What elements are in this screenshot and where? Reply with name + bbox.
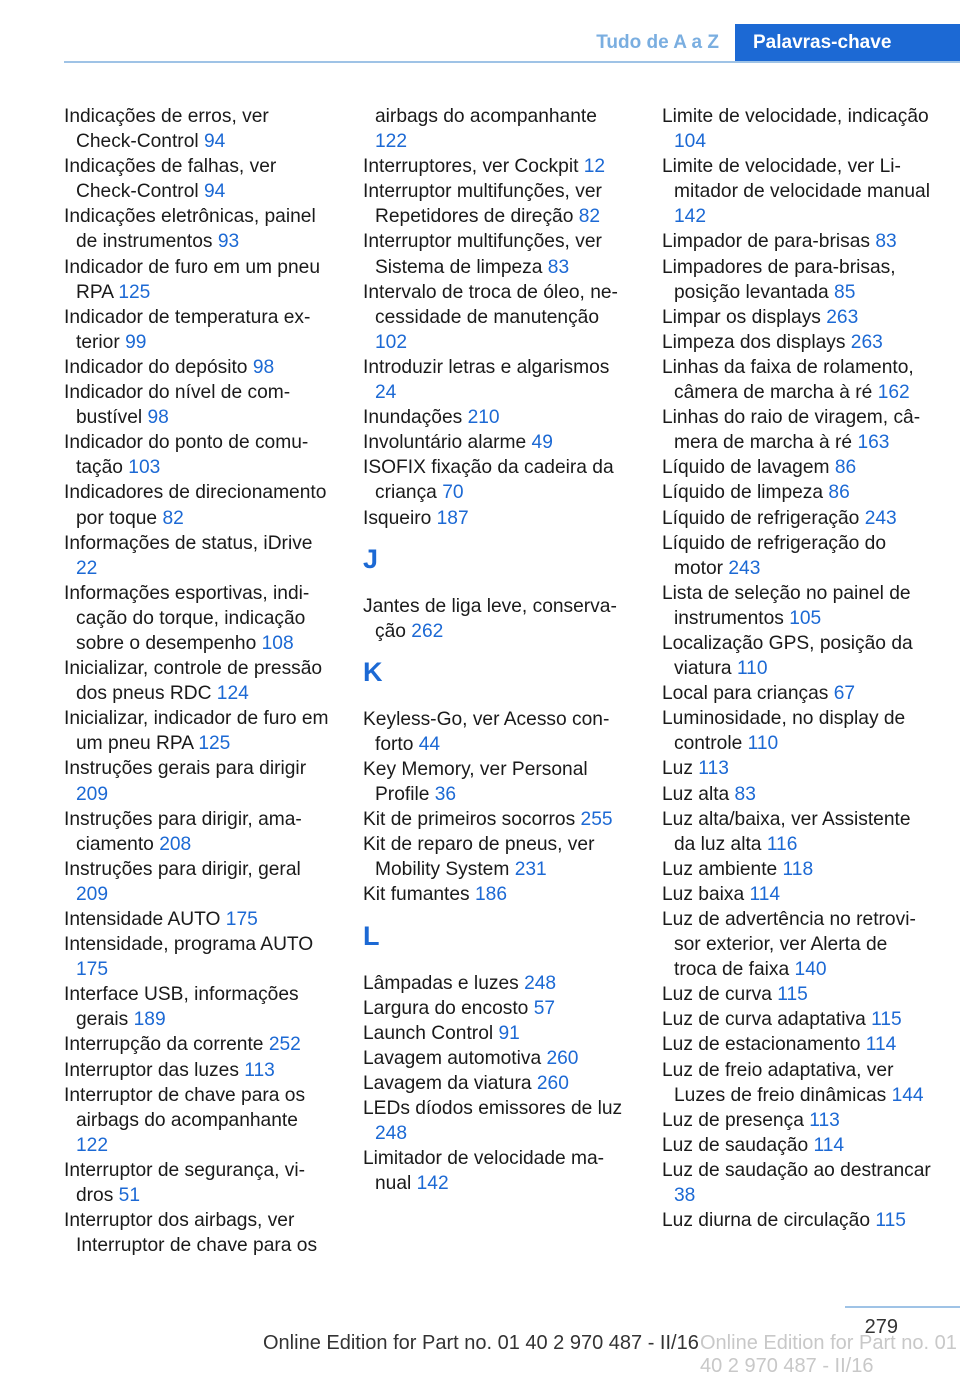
index-entry: [662, 355, 932, 405]
page-link[interactable]: 82: [578, 206, 601, 228]
entry-term: Luz ambiente: [662, 858, 778, 880]
entry-term: Líquido de refrigeração do motor: [662, 532, 887, 579]
entry-term: Limitador de velocidade manual: [363, 1148, 605, 1195]
index-entry: [363, 1021, 633, 1046]
index-entry: [662, 531, 932, 581]
page-link[interactable]: 105: [789, 607, 822, 629]
entry-term: Inicializar, indicador de furo em um pneu RPA: [64, 708, 329, 755]
index-entry: [662, 756, 932, 781]
page-link[interactable]: 98: [252, 356, 275, 378]
page-link[interactable]: 85: [834, 281, 856, 303]
page-link[interactable]: 113: [698, 758, 729, 780]
letter-heading-k: K: [363, 656, 383, 687]
index-entry: [64, 706, 334, 756]
index-entry: [363, 154, 633, 179]
index-entry: [64, 531, 334, 581]
page-link[interactable]: 118: [782, 858, 814, 880]
index-entry: [662, 480, 932, 505]
index-entry: [363, 882, 633, 907]
page-link[interactable]: 255: [580, 809, 613, 831]
entry-term: Indicador do nível de combustível: [64, 382, 291, 429]
page-link[interactable]: 163: [857, 432, 890, 454]
entry-term: Indicações de erros, ver Check-Control: [64, 106, 269, 153]
entry-term: Luz de advertência no retrovisor exterior, ver Alerta de troca de faixa: [662, 909, 916, 981]
edition-footer: Online Edition for Part no. 01 40 2 970 487 - II/16: [263, 1332, 699, 1354]
index-entry: [64, 932, 334, 982]
page-link[interactable]: 114: [749, 883, 781, 905]
entry-term: Lavagem automotiva: [363, 1047, 542, 1069]
page-link[interactable]: 44: [418, 733, 441, 755]
page-link[interactable]: 110: [747, 733, 779, 755]
page-link[interactable]: 187: [436, 507, 469, 529]
entry-term: Involuntário alarme: [363, 432, 527, 454]
page-link[interactable]: 208: [159, 833, 192, 855]
page-link[interactable]: 94: [203, 131, 226, 153]
index-entry: [363, 971, 633, 996]
index-entry: [363, 1046, 633, 1071]
index-entry: [662, 305, 932, 330]
page-link[interactable]: 260: [546, 1047, 579, 1069]
page-link[interactable]: 83: [734, 783, 756, 805]
entry-term: Limite de velocidade, indicação: [662, 106, 929, 127]
index-entry: [662, 982, 932, 1007]
entry-term: Limpadores de para-brisas, posição levantada: [662, 256, 896, 303]
entry-term: Launch Control: [363, 1022, 494, 1044]
page-link[interactable]: 175: [76, 959, 109, 981]
page-link[interactable]: 103: [128, 457, 161, 479]
entry-term: Linhas da faixa de rolamento, câmera de marcha à ré: [662, 356, 914, 404]
entry-term: Intervalo de troca de óleo, necessidade de manutenção: [363, 281, 618, 328]
page-link[interactable]: 186: [475, 884, 508, 906]
page-link[interactable]: 252: [268, 1034, 301, 1056]
index-entry: [64, 656, 334, 706]
entry-term: Luz baixa: [662, 883, 745, 905]
index-entry: [662, 1032, 932, 1057]
entry-term: Líquido de lavagem: [662, 457, 830, 479]
index-column-3: [662, 104, 932, 1233]
entry-term: Instruções gerais para dirigir: [64, 758, 307, 780]
entry-term: Localização GPS, posição da viatura: [662, 632, 913, 680]
index-entry: [363, 355, 633, 405]
page-link[interactable]: 144: [891, 1084, 924, 1106]
page-link[interactable]: 102: [375, 331, 408, 353]
index-entry: [662, 1108, 932, 1133]
index-entry: [64, 104, 334, 154]
keywords-tab[interactable]: Palavras-chave: [735, 24, 960, 62]
page-link[interactable]: 57: [533, 997, 556, 1019]
entry-term: Largura do encosto: [363, 997, 529, 1019]
index-entry: [64, 430, 334, 480]
index-entry: [363, 1096, 633, 1146]
page-link[interactable]: 38: [674, 1185, 696, 1207]
page-link[interactable]: 122: [375, 131, 408, 153]
entry-term: Introduzir letras e algarismos: [363, 356, 610, 378]
entry-term: Luz: [662, 758, 693, 780]
index-entry: [662, 1007, 932, 1032]
index-entry: [662, 907, 932, 982]
page-link[interactable]: 231: [514, 859, 547, 881]
page-link[interactable]: 36: [434, 784, 457, 806]
page-link[interactable]: 22: [76, 557, 98, 579]
entry-term: Líquido de limpeza: [662, 482, 824, 504]
entry-term: Lâmpadas e luzes: [363, 972, 519, 994]
page-link[interactable]: 125: [118, 281, 151, 303]
index-entry: [64, 907, 334, 932]
page-link[interactable]: 104: [674, 131, 707, 153]
index-entry: [64, 305, 334, 355]
entry-term: Interruptores, ver Cockpit: [363, 156, 579, 178]
entry-term: Limpeza dos displays: [662, 331, 846, 353]
index-entry: [363, 1146, 633, 1196]
index-entry: [64, 857, 334, 907]
page-link[interactable]: 113: [809, 1109, 840, 1131]
entry-term: Instruções para dirigir, geral: [64, 858, 301, 880]
index-entry: [363, 1071, 633, 1096]
index-entry: [64, 1083, 334, 1158]
index-entry: [363, 594, 633, 644]
entry-term: Interruptor multifunções, ver Sistema de limpeza: [363, 231, 602, 278]
entry-term: Intensidade, programa AUTO: [64, 934, 314, 956]
letter-heading-j: J: [363, 543, 379, 574]
entry-term: Interruptor de segurança, vidros: [64, 1159, 306, 1207]
page-link[interactable]: 51: [118, 1185, 141, 1207]
index-entry: [662, 455, 932, 480]
page-link[interactable]: 91: [498, 1022, 520, 1044]
entry-term: Lista de seleção no painel de instrumentos: [662, 582, 911, 629]
index-entry: [363, 506, 633, 531]
entry-term: Kit de reparo de pneus, ver Mobility System: [363, 834, 595, 881]
index-entry: [662, 882, 932, 907]
entry-term: Limpador de para-brisas: [662, 231, 870, 253]
entry-term: Indicador de furo em um pneu RPA: [64, 256, 320, 303]
entry-term: Indicador de temperatura exterior: [64, 306, 311, 353]
index-entry: [662, 255, 932, 305]
letter-heading-l: L: [363, 920, 380, 951]
entry-term: Indicador do depósito: [64, 356, 248, 378]
page-link[interactable]: 114: [865, 1034, 897, 1056]
entry-term: Luminosidade, no display de controle: [662, 708, 906, 755]
index-entry: [662, 1058, 932, 1108]
page-link[interactable]: 140: [794, 959, 827, 981]
page-link[interactable]: 83: [547, 256, 570, 278]
page-link[interactable]: 82: [162, 507, 184, 529]
index-entry: [662, 1158, 932, 1208]
index-column-2: [363, 104, 633, 1196]
entry-term: Kit fumantes: [363, 884, 470, 906]
page-link[interactable]: 115: [875, 1210, 906, 1232]
index-entry: [64, 756, 334, 806]
page-link[interactable]: 125: [198, 733, 231, 755]
index-entry: [662, 857, 932, 882]
entry-term: Indicações de falhas, ver Check-Control: [64, 156, 277, 203]
page-link[interactable]: 98: [147, 407, 169, 429]
index-entry: [662, 154, 932, 229]
entry-term: Jantes de liga leve, conservação: [363, 595, 617, 642]
entry-term: Limite de velocidade, ver Limitador de velocidade manual: [662, 156, 930, 203]
entry-term: Local para crianças: [662, 683, 829, 705]
index-entry: [64, 1058, 334, 1083]
entry-term: Limpar os displays: [662, 306, 821, 328]
page-link[interactable]: 86: [834, 457, 857, 479]
index-entry: [363, 104, 633, 154]
page-link[interactable]: 83: [875, 231, 897, 253]
entry-term: Instruções para dirigir, amaciamento: [64, 808, 302, 855]
page-link[interactable]: 115: [871, 1009, 902, 1031]
page-link[interactable]: 122: [76, 1134, 109, 1156]
page-link[interactable]: 243: [864, 507, 897, 529]
entry-term: Interface USB, informações gerais: [64, 984, 299, 1031]
entry-term: Luz de presença: [662, 1109, 804, 1131]
entry-term: Luz diurna de circulação: [662, 1210, 870, 1232]
index-entry: [64, 154, 334, 204]
entry-term: Interrupção da corrente: [64, 1034, 264, 1056]
page-link[interactable]: 260: [536, 1072, 569, 1094]
entry-term: Inundações: [363, 407, 463, 429]
index-entry: [662, 1208, 932, 1233]
index-entry: [662, 1133, 932, 1158]
page-link[interactable]: 12: [583, 156, 606, 178]
page-link[interactable]: 209: [76, 783, 109, 805]
index-entry: [662, 506, 932, 531]
index-entry: [64, 1158, 334, 1208]
index-column-1: [64, 104, 334, 1258]
page-link[interactable]: 24: [375, 382, 397, 404]
index-entry: [363, 996, 633, 1021]
index-entry: [662, 405, 932, 455]
page-link[interactable]: 263: [826, 306, 859, 328]
page-link[interactable]: 175: [225, 909, 258, 930]
index-entry: [64, 255, 334, 305]
entry-term: Líquido de refrigeração: [662, 507, 860, 529]
index-entry: [662, 581, 932, 631]
index-entry: [363, 229, 633, 279]
page-link[interactable]: 142: [674, 206, 707, 228]
entry-term: Lavagem da viatura: [363, 1072, 532, 1094]
entry-term: Interruptor multifunções, ver Repetidores de direção: [363, 181, 602, 228]
index-entry: [662, 104, 932, 154]
column-2-continuation: [363, 104, 633, 531]
page-link[interactable]: 116: [766, 833, 798, 855]
section-k-entries: [363, 707, 633, 908]
page-link[interactable]: 262: [411, 620, 444, 642]
index-entry: [662, 807, 932, 857]
index-entry: [662, 706, 932, 756]
page-link[interactable]: 115: [777, 984, 808, 1006]
page-link[interactable]: 86: [828, 482, 850, 504]
entry-term: Linhas do raio de viragem, câmera de marcha à ré: [662, 407, 921, 454]
section-j-entries: [363, 594, 633, 644]
section-tab[interactable]: Tudo de A a Z: [596, 32, 719, 53]
index-entry: [363, 832, 633, 882]
entry-term: Luz de saudação ao destrancar: [662, 1159, 931, 1181]
page-link[interactable]: 189: [133, 1009, 166, 1031]
index-entry: [363, 807, 633, 832]
index-entry: [64, 581, 334, 656]
footer-rule: [845, 1306, 960, 1308]
index-entry: [64, 204, 334, 254]
entry-term: Luz de curva adaptativa: [662, 1009, 866, 1031]
entry-term: Indicações eletrônicas, painel de instrumentos: [64, 206, 316, 253]
index-entry: [64, 1208, 334, 1258]
entry-term: Indicador do ponto de comutação: [64, 432, 309, 479]
index-entry: [363, 757, 633, 807]
page-link[interactable]: 67: [833, 683, 856, 705]
index-entry: [363, 707, 633, 757]
index-entry: [64, 1032, 334, 1057]
index-entry: [64, 355, 334, 380]
page-link[interactable]: 114: [813, 1134, 845, 1156]
page-link[interactable]: 243: [728, 557, 761, 579]
entry-term: Informações esportivas, indicação do torque, indicação sobre o desempenho: [64, 582, 310, 654]
entry-term: Isqueiro: [363, 507, 432, 529]
page-link[interactable]: 162: [877, 382, 910, 404]
entry-term: Interruptor de chave para os airbags do acompanhante: [64, 1084, 306, 1131]
entry-term: Informações de status, iDrive: [64, 532, 313, 554]
index-entry: [662, 330, 932, 355]
entry-term: Luz de saudação: [662, 1134, 809, 1156]
index-entry: [64, 982, 334, 1032]
index-entry: [363, 405, 633, 430]
page-link[interactable]: 49: [531, 432, 553, 454]
entry-term: Indicadores de direcionamento por toque: [64, 482, 327, 529]
page-link[interactable]: 210: [467, 407, 500, 429]
entry-term: Interruptor dos airbags, ver Interruptor de chave para os: [64, 1210, 318, 1257]
page-link[interactable]: 94: [203, 181, 226, 203]
entry-term: Luz de curva: [662, 984, 772, 1006]
entry-term: airbags do acompanhante: [375, 106, 597, 127]
page-link[interactable]: 99: [125, 331, 147, 353]
page-link[interactable]: 142: [416, 1173, 449, 1195]
page-link[interactable]: 209: [76, 883, 109, 905]
entry-term: Intensidade AUTO: [64, 909, 221, 930]
page-link[interactable]: 113: [244, 1059, 275, 1081]
page-number: 279: [864, 1316, 898, 1338]
entry-term: Kit de primeiros socorros: [363, 809, 576, 831]
page-link[interactable]: 248: [524, 972, 557, 994]
page-link[interactable]: 93: [217, 231, 240, 253]
entry-term: Luz alta: [662, 783, 730, 805]
index-entry: [363, 280, 633, 355]
index-entry: [662, 681, 932, 706]
index-entry: [363, 455, 633, 505]
index-entry: [64, 480, 334, 530]
page-link[interactable]: 263: [850, 331, 883, 353]
index-entry: [363, 179, 633, 229]
page-link[interactable]: 248: [375, 1123, 408, 1145]
entry-term: Luz de freio adaptativa, ver Luzes de freio dinâmicas: [662, 1059, 894, 1106]
section-l-entries: [363, 971, 633, 1197]
page-link[interactable]: 70: [442, 482, 464, 504]
page-link[interactable]: 110: [736, 658, 768, 680]
entry-term: LEDs díodos emissores de luz: [363, 1098, 623, 1119]
page-link[interactable]: 124: [216, 683, 249, 705]
index-entry: [662, 631, 932, 681]
watermark-text: Online Edition for Part no. 01 40 2 970 487 - II/16: [700, 1332, 957, 1377]
entry-term: Keyless-Go, ver Acesso conforto: [363, 708, 610, 755]
index-entry: [64, 807, 334, 857]
entry-term: Inicializar, controle de pressão dos pneus RDC: [64, 658, 323, 705]
index-entry: [64, 380, 334, 430]
page-link[interactable]: 108: [261, 632, 294, 654]
entry-term: Interruptor das luzes: [64, 1059, 239, 1081]
entry-term: Key Memory, ver Personal Profile: [363, 758, 588, 806]
index-entry: [662, 229, 932, 254]
entry-term: Luz de estacionamento: [662, 1034, 861, 1056]
entry-term: ISOFIX fixação da cadeira da criança: [363, 457, 614, 504]
index-entry: [363, 430, 633, 455]
index-entry: [662, 782, 932, 807]
header-rule: [64, 61, 960, 63]
entry-term: Luz alta/baixa, ver Assistente da luz alta: [662, 808, 911, 855]
